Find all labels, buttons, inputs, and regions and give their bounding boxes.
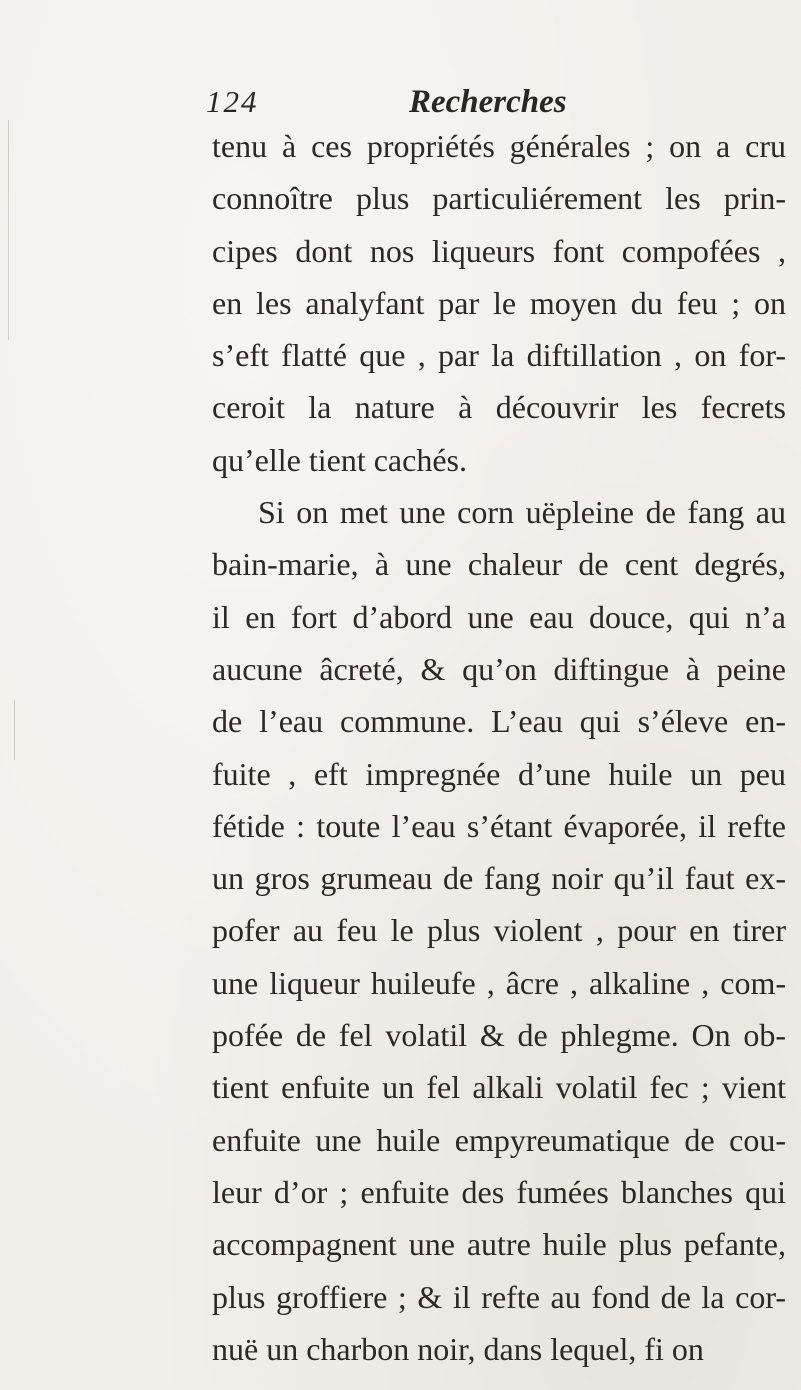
text-line: Si on met une corn uëpleine de fang au	[258, 494, 786, 531]
body-text	[212, 120, 786, 1375]
text-line: accompagnent une autre huile plus pefante,	[212, 1226, 786, 1263]
text-line: s’eft flatté que , par la diftillation , on for-	[212, 337, 786, 374]
text-line: tenu à ces propriétés générales ; on a cru	[212, 128, 786, 164]
text-line: il en fort d’abord une eau douce, qui n’a	[212, 598, 786, 635]
text-line: de l’eau commune. L’eau qui s’éleve en-	[212, 703, 786, 740]
text-line: pofer au feu le plus violent , pour en tirer	[212, 912, 786, 949]
text-line: plus groffiere ; & il refte au fond de la cor-	[212, 1278, 786, 1315]
text-line: en les analyfant par le moyen du feu ; on	[212, 284, 786, 321]
text-line: nuë un charbon noir, dans lequel, fi on	[212, 1330, 704, 1367]
scan-edge-mark	[8, 120, 9, 340]
page-number: 124	[206, 84, 259, 119]
text-line: enfuite une huile empyreumatique de cou-	[212, 1121, 786, 1158]
text-line: fétide : toute l’eau s’étant évaporée, il refte	[212, 807, 786, 844]
text-line: connoître plus particuliérement les prin-	[212, 180, 786, 217]
text-line: bain-marie, à une chaleur de cent degrés,	[212, 546, 786, 583]
text-line: pofée de fel volatil & de phlegme. On ob-	[212, 1017, 786, 1054]
scan-edge-mark	[14, 700, 15, 760]
text-line: aucune âcreté, & qu’on diftingue à peine	[212, 650, 786, 687]
text-line: un gros grumeau de fang noir qu’il faut ex-	[212, 860, 786, 897]
text-line: tient enfuite un fel alkali volatil fec ; vient	[212, 1069, 786, 1106]
text-line: leur d’or ; enfuite des fumées blanches qui	[212, 1173, 786, 1210]
text-line: une liqueur huileufe , âcre , alkaline , com-	[212, 964, 786, 1001]
text-line: qu’elle tient cachés.	[212, 441, 467, 478]
text-line: ceroit la nature à découvrir les fecrets	[212, 389, 786, 426]
running-head: Recherches	[409, 84, 567, 120]
text-line: cipes dont nos liqueurs font compofées ,	[212, 232, 786, 269]
text-line: fuite , eft impregnée d’une huile un peu	[212, 755, 786, 792]
